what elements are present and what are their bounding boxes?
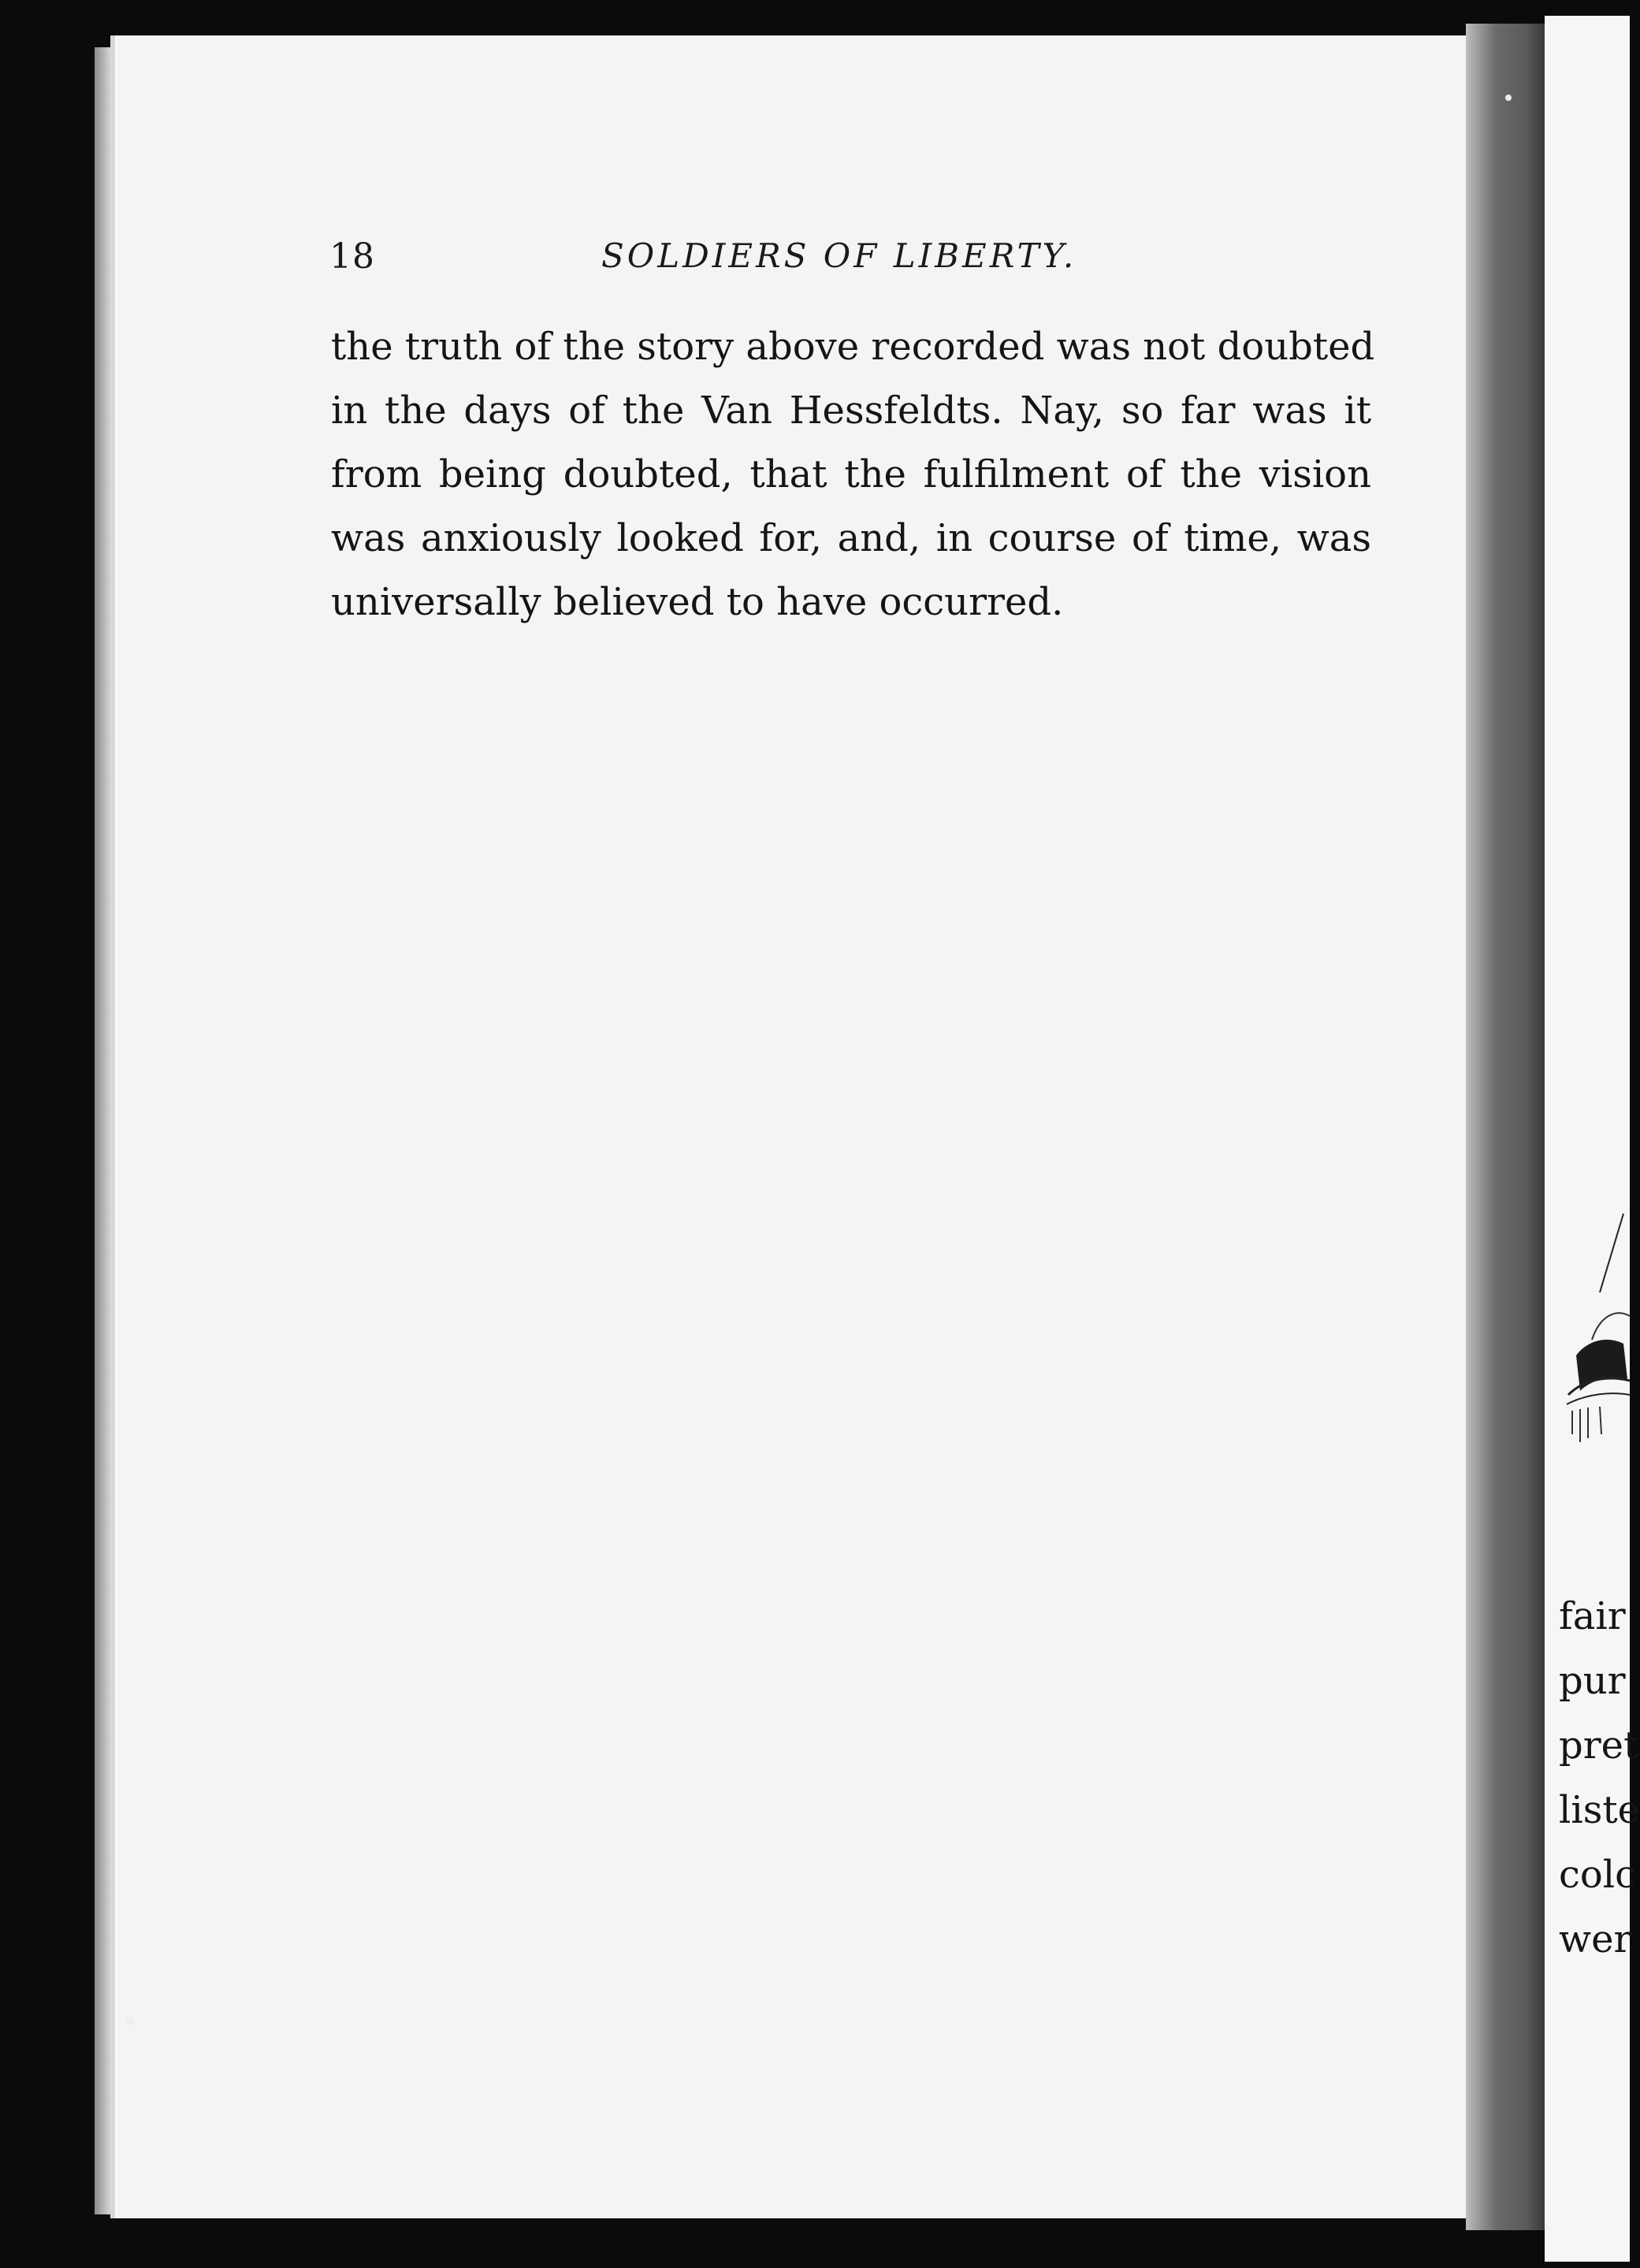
- body-line: the truth of the story above recorded was not doubted: [331, 325, 1375, 369]
- facing-line: colc: [1559, 1853, 1637, 1897]
- dust-speck: [1505, 95, 1512, 101]
- illustration-fragment: [1545, 1198, 1630, 1529]
- body-line: was anxiously looked for, and, in course of time, was: [331, 516, 1371, 560]
- facing-line: liste: [1559, 1788, 1640, 1832]
- facing-line: pur: [1559, 1659, 1626, 1703]
- running-head: [329, 236, 1118, 292]
- dust-speck: [126, 2017, 134, 2025]
- body-text: [331, 315, 1375, 634]
- facing-line: fair: [1559, 1594, 1626, 1638]
- body-line: universally believed to have occurred.: [331, 580, 1064, 624]
- body-line: in the days of the Van Hessfeldts. Nay, so far was it: [331, 389, 1371, 433]
- facing-line: wer: [1559, 1917, 1632, 1961]
- facing-page-text: [1559, 1584, 1640, 1972]
- body-line: from being doubted, that the fulfilment of the vision: [331, 452, 1371, 496]
- page-edge: [95, 47, 112, 2214]
- running-title: SOLDIERS OF LIBERTY.: [601, 236, 1077, 275]
- book-gutter: [1466, 24, 1553, 2230]
- right-page: [1545, 16, 1640, 2262]
- facing-line: pret: [1559, 1723, 1639, 1768]
- page-number: 18: [329, 236, 375, 277]
